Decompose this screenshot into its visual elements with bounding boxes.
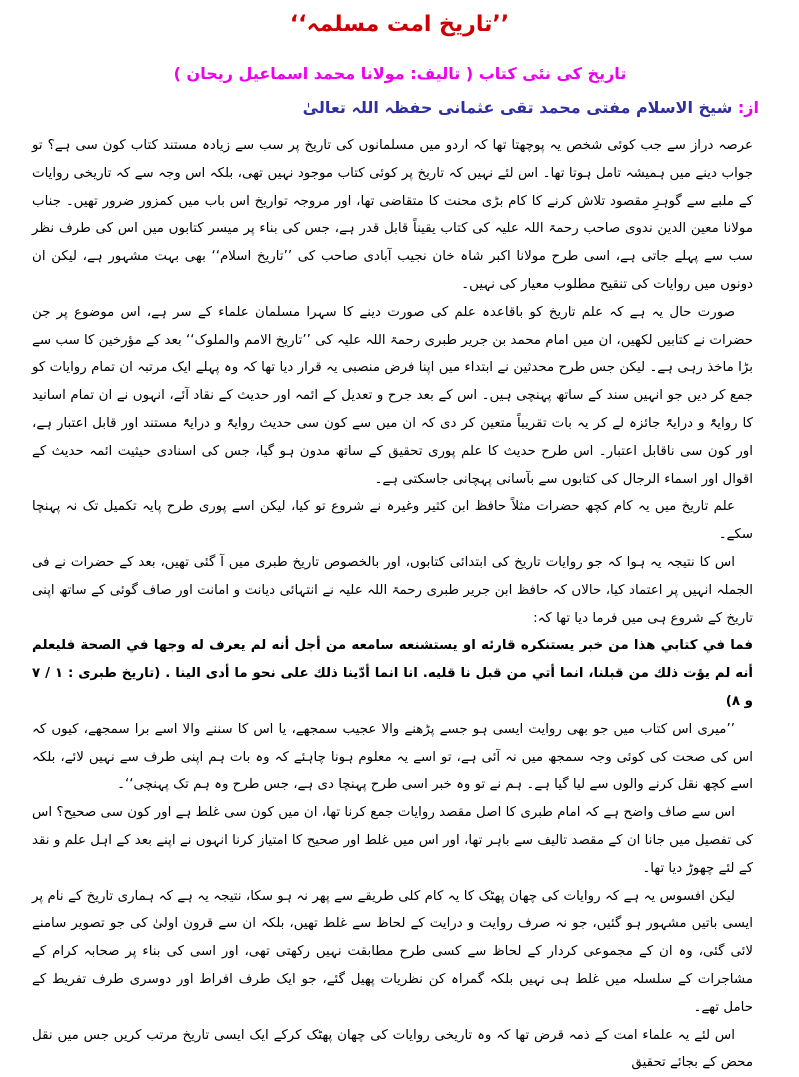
paragraph: علم تاریخ میں یہ کام کچھ حضرات مثلاً حافظ ابن کثیر وغیرہ نے شروع تو کیا، لیکن اسے پوری طرح پایہ تکمیل تک نہ پہنچا سکے۔ — [32, 493, 753, 549]
paragraph: اس سے صاف واضح ہے کہ امام طبری کا اصل مقصد روایات جمع کرنا تھا، ان میں کون سی غلط ہے اور کون سی صحیح؟ اس کی تفصیل میں جانا ان کے مقصد تالیف سے باہر تھا، اور اس میں غلط اور صحیح کا امتیاز کرنا انہوں نے اپنے بعد کے اہل علم و نقد کے لئے چھوڑ دیا تھا۔ — [32, 799, 753, 882]
subtitle-label: تالیف: — [410, 64, 460, 83]
subtitle-main: تاریخ کی نئی کتاب — [479, 64, 627, 83]
arabic-quote: فما في كتابي هذا من خبر يستنكره قارئه او يستشنعه سامعه من أجل أنه لم يعرف له وجها في الصحة فليعلم أنه لم يؤت ذلك من قبلنا، انما أتي من قبل نا قليه. انا انما أدّينا ذلك على نحو ما أدى الينا . (تاريخ طبرى : ١ / ٧ و ٨) — [32, 632, 753, 715]
paragraph: صورت حال یہ ہے کہ علم تاریخ کو باقاعدہ علم کی صورت دینے کا سہرا مسلمان علماء کے سر ہے، اس موضوع پر جن حضرات نے کتابیں لکھیں، ان میں امام محمد بن جریر طبری رحمۃ اللہ علیہ کی ’’تاریخ الامم والملوک‘‘ بعد کے مؤرخین کا سب سے بڑا ماخذ رہی ہے۔ لیکن جس طرح محدثین نے ابتداء میں اپنا فرض منصبی یہ قرار دیا تھا کہ وہ پہلے ایک مرتبہ ان تمام روایات کو جمع کر دیں جو انہیں سند کے ساتھ پہنچی ہیں۔ اس کے بعد جرح و تعدیل کے ائمہ اور حدیث کے نقاد آئے، انہوں نے ان تمام اسانید کا روایۃً و درایۃً جائزہ لے کر یہ بات تقریباً متعین کر دی کہ ان میں سے کون سی حدیث روایۃً و درایۃً مستند اور قابل اعتبار ہے، اور کون سی ناقابل اعتبار۔ اس طرح حدیث کا علم پوری تحقیق کے ساتھ مدون ہو گیا، جس کی اسنادی حیثیت ائمہ حدیث کے اقوال اور اسماء الرجال کی کتابوں سے بآسانی پہچانی جاسکتی ہے۔ — [32, 299, 753, 494]
subtitle — [120, 64, 680, 83]
byline — [199, 98, 759, 117]
byline-name: شیخ الاسلام مفتی محمد تقی عثمانی حفظہ اللہ تعالیٰ — [303, 98, 733, 117]
paragraph: عرصہ دراز سے جب کوئی شخص یہ پوچھتا تھا کہ اردو میں مسلمانوں کی تاریخ پر سب سے زیادہ مستند کتاب کون سی ہے؟ تو جواب دینے میں ہمیشہ تامل ہوتا تھا۔ اس لئے نہیں کہ تاریخ پر کوئی کتاب موجود نہیں تھی، بلکہ اس وجہ سے کہ تاریخی روایات کے ملبے سے گوہرِ مقصود تلاش کرنے کا کام بڑی محنت کا متقاضی تھا، اور مروجہ تواریخ اس باب میں کمزور ضرور تھیں۔ جناب مولانا معین الدین ندوی صاحب رحمۃ اللہ علیہ کی کتاب یقیناً قابل قدر ہے، جس کی بناء پر میسر کتابوں میں اس کی طرف نظر سب سے پہلے جاتی ہے، اسی طرح مولانا اکبر شاہ خان نجیب آبادی صاحب کی ’’تاریخ اسلام‘‘ بھی بہت مشہور ہے، لیکن ان دونوں میں روایات کی تنقیح مطلوب معیار کی نہیں۔ — [32, 132, 753, 299]
subtitle-open-paren: ( — [466, 64, 473, 83]
paragraph: اس کا نتیجہ یہ ہوا کہ جو روایات تاریخ کی ابتدائی کتابوں، اور بالخصوص تاریخ طبری میں آ گئی تھیں، بعد کے حضرات نے فی الجملہ انہیں پر اعتماد کیا، حالاں کہ حافظ ابن جریر طبری رحمۃ اللہ علیہ نے انتہائی دیانت و امانت اور صاف گوئی کے ساتھ اپنی تاریخ کے شروع ہی میں فرما دیا تھا کہ: — [32, 549, 753, 632]
quote-translation: ’’میری اس کتاب میں جو بھی روایت ایسی ہو جسے پڑھنے والا عجیب سمجھے، یا اس کا سننے والا اسے برا سمجھے، کیوں کہ اس کی صحت کی کوئی وجہ سمجھ میں نہ آئی ہے، تو اسے یہ معلوم ہونا چاہئے کہ وہ بات ہم اپنی طرف سے نہیں لائے، بلکہ اسے کچھ نقل کرنے والوں سے لیا گیا ہے۔ ہم نے تو وہ خبر اسی طرح پہنچا دی ہے، جس طرح وہ ہم تک پہنچی‘‘۔ — [32, 716, 753, 799]
paragraph: اس لئے یہ علماء امت کے ذمہ قرض تھا کہ وہ تاریخی روایات کی چھان پھٹک کرکے ایک ایسی تاریخ مرتب کریں جس میں نقل محض کے بجائے تحقیق — [32, 1022, 753, 1077]
page-title: ’’تاریخ امت مسلمہ‘‘ — [0, 12, 799, 37]
paragraph: لیکن افسوس یہ ہے کہ روایات کی چھان پھٹک کا یہ کام کلی طریقے سے پھر نہ ہو سکا، نتیجہ یہ ہے کہ ہماری تاریخ کے نام پر ایسی باتیں مشہور ہو گئیں، جو نہ صرف روایت و درایت کے لحاظ سے غلط تھیں، بلکہ ان سے قرون اولیٰ کی جو تصویر سامنے لائی گئی، وہ ان کے مجموعی کردار کے لحاظ سے کسی طرح مطابقت نہیں رکھتی تھی، اور اسی کی بناء پر صحابہ کرام کے مشاجرات کے سلسلہ میں غلط ہی نہیں بلکہ گمراہ کن نظریات پھیل گئے، جو ایک طرف افراط اور دوسری طرف تفریط کے حامل تھے۔ — [32, 883, 753, 1022]
subtitle-close-paren: ) — [174, 64, 181, 83]
subtitle-author: مولانا محمد اسماعیل ریحان — [187, 64, 405, 83]
byline-prefix: از: — [738, 98, 759, 117]
article-body — [32, 132, 753, 1077]
